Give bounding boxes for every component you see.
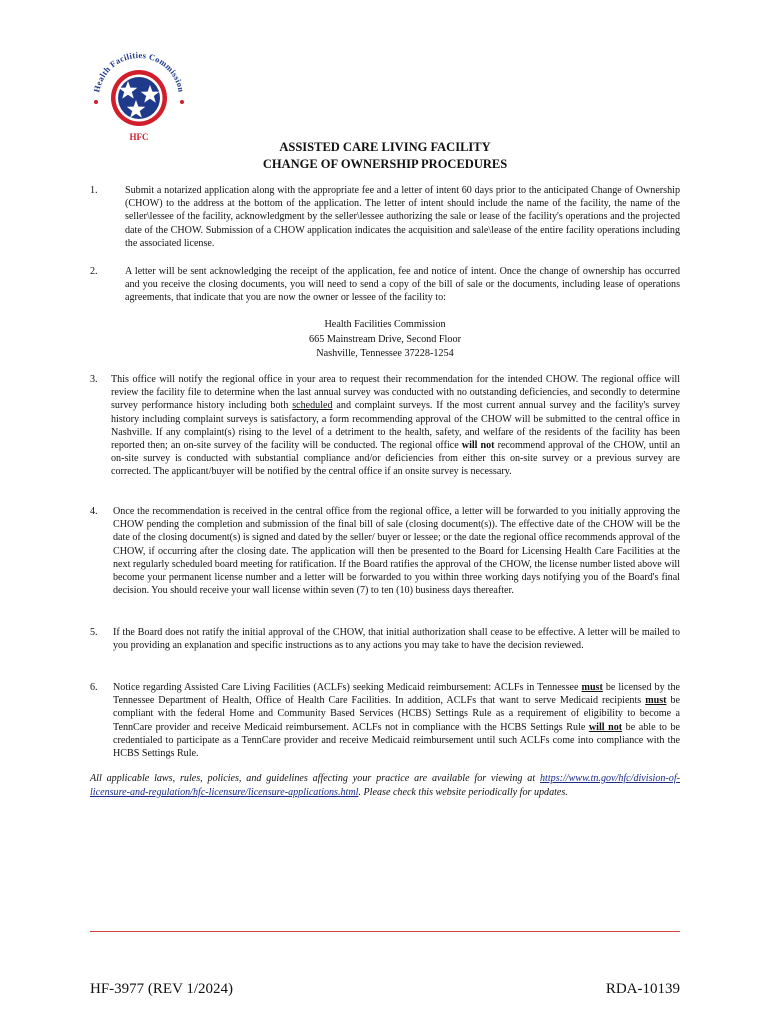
underlined-word: must <box>581 682 603 693</box>
underlined-word: scheduled <box>292 400 333 412</box>
item-text: Submit a notarized application along with the appropriate fee and a letter of intent 60 days prior to the anticipated Change of Ownership (CHOW) to the address at the bottom of the application. The letter of intent should include the name of the facility, the name of the seller\lessee of the facility, acknowledgment by the seller\lessee authorizing the sale or lease of the facility's operations and the projected date of the CHOW. Submission of a CHOW application indicates the acquisition and sale\lease of the entire facility operations including the associated license. <box>125 185 680 249</box>
logo-label: HFC <box>129 132 149 142</box>
item-text: A letter will be sent acknowledging the receipt of the application, fee and notice of intent. Once the change of ownership has occurred and you receive the closing documents, you will need to send a copy of the bill of sale or the documents, including lease of operations agreements, that indicate that you are now the owner or lessee of the facility to: <box>125 266 680 304</box>
item-number: 5. <box>90 627 98 638</box>
title-line-1: ASSISTED CARE LIVING FACILITY <box>279 140 491 154</box>
item-number: 2. <box>90 266 98 277</box>
item-text: This office will notify the regional office in your area to request their recommendation for the intended CHOW. The regional office will review the facility file to determine when the last annual survey was conducted with no outstanding deficiencies, and secondly to determine survey performance history including both scheduled and complaint surveys. If the most current annual survey and the facility's survey history including complaint surveys is satisfactory, a form recommending approval of the CHOW will be submitted to the central office in Nashville. If any complaint(s) rising to the level of a detriment to the health, safety, and welfare of the residents of the facility has been reported then; an on-site survey of the facility will be conducted. The regional office will not recommend approval of the CHOW, until an on-site survey is conducted with substantial compliance and/or deficiencies from either this on-site survey or a previous survey are corrected. The applicant/buyer will be notified by the central office if an onsite survey is necessary. <box>111 374 680 478</box>
rda-number: RDA-10139 <box>605 981 680 997</box>
address-line: Nashville, Tennessee 37228-1254 <box>316 348 454 359</box>
item-number: 3. <box>90 374 98 385</box>
hfc-logo <box>84 40 194 148</box>
footnote: All applicable laws, rules, policies, and guidelines affecting your practice are available for viewing at https://www.tn.gov/hfc/division-of-licensure-and-regulation/hfc-licensure/licensure-applications.html. Please check this website periodically for updates. <box>90 773 680 798</box>
form-number: HF-3977 (REV 1/2024) <box>90 981 234 997</box>
item-text: If the Board does not ratify the initial approval of the CHOW, that initial authorization shall cease to be effective. A letter will be mailed to you providing an explanation and specific instructions as to any actions you may take to have the decision reviewed. <box>113 627 680 652</box>
item-number: 6. <box>90 682 98 693</box>
item-text: Notice regarding Assisted Care Living Facilities (ACLFs) seeking Medicaid reimbursement: ACLFs in Tennessee must be licensed by the Tennessee Department of Health, Office of Health Care Facilities. In addition, ACLFs that want to serve Medicaid recipients must be compliant with the federal Home and Community Based Services (HCBS) Settings Rule as a requirement of eligibility to become a TennCare provider and receive Medicaid reimbursement. ACLFs not in compliance with the HCBS Settings Rule will not be able to be credentialed to participate as a TennCare provider and receive Medicaid reimbursement until such ACLFs come into compliance with the HCBS Settings Rule. <box>113 682 680 760</box>
logo-arc-text: Health Facilities Commission <box>91 49 187 94</box>
address-line: Health Facilities Commission <box>324 319 446 330</box>
bold-phrase: will not <box>461 440 495 452</box>
mailing-address <box>0 318 770 362</box>
item-number: 4. <box>90 506 98 517</box>
footer-divider <box>90 931 680 932</box>
underlined-word: must <box>645 695 667 707</box>
address-line: 665 Mainstream Drive, Second Floor <box>309 333 461 345</box>
licensure-link[interactable]: https://www.tn.gov/hfc/division-of-licensure-and-regulation/hfc-licensure/licensure-applications.html <box>90 773 680 798</box>
title-line-2: CHANGE OF OWNERSHIP PROCEDURES <box>262 157 508 171</box>
item-text: Once the recommendation is received in the central office from the regional office, a letter will be forwarded to you initially approving the CHOW pending the completion and submission of the final bill of sale (closing document(s)). The effective date of the CHOW will be the date of the closing document(s) is signed and dated by the seller/ buyer or lessee; or the date the regional office recommends approval of the CHOW, if occurring after the closing date. The application will then be presented to the Board for Licensing Health Care Facilities at the next regularly scheduled board meeting for ratification. If the Board ratifies the approval of the CHOW, the license number listed above will become your permanent license number and a letter will be forwarded to you within three working days notifying you of the Board's final decision. You should receive your wall license within seven (7) to ten (10) business days thereafter. <box>113 506 680 597</box>
item-number: 1. <box>90 185 98 196</box>
underlined-word: will not <box>588 721 623 733</box>
